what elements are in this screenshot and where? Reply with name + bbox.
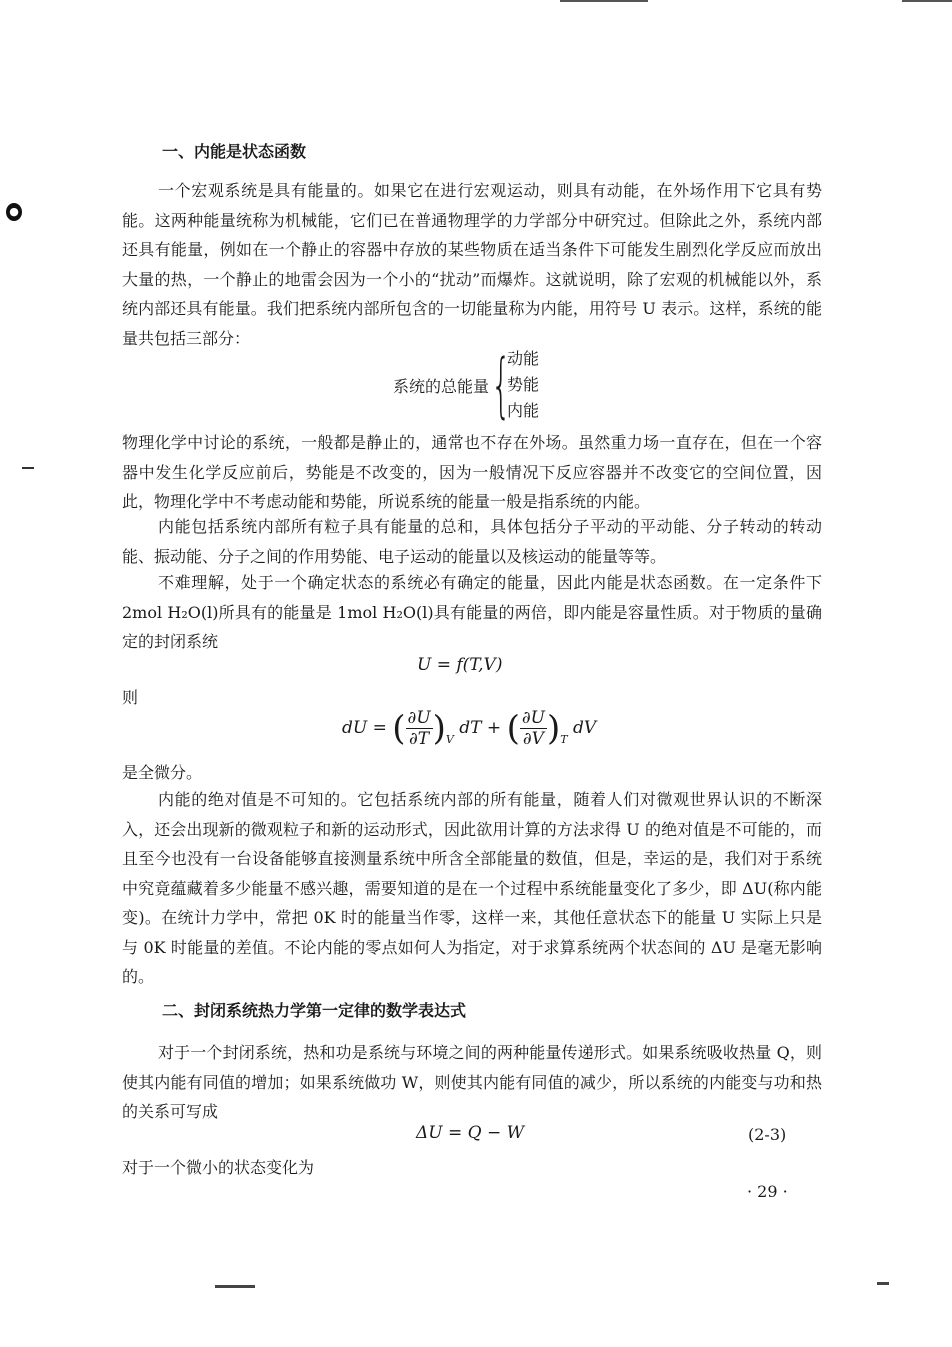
scan-speck-1 (215, 1285, 255, 1288)
margin-dash (22, 467, 34, 469)
scan-speck-2 (877, 1282, 889, 1285)
energy-item-potential: 势能 (507, 375, 540, 394)
energy-breakdown (393, 346, 539, 424)
top-rule-left (560, 0, 648, 2)
paragraph-state-function: 不难理解，处于一个确定状态的系统必有确定的能量，因此内能是状态函数。在一定条件下 2mol H₂O(l)所具有的能量是 1mol H₂O(l)具有能量的两倍，即内能是容量性质。对于物质的量确定的封闭系统 (122, 573, 822, 651)
paragraph-internal-energy-components: 内能包括系统内部所有粒子具有能量的总和，具体包括分子平动的平动能、分子转动的转动能、振动能、分子之间的作用势能、电子运动的能量以及核运动的能量等等。 (122, 517, 822, 566)
equation-u-function: U = f(T,V) (417, 655, 503, 675)
equation-first-law: ΔU = Q − W (416, 1123, 525, 1143)
paragraph-absolute-value: 内能的绝对值是不可知的。它包括系统内部的所有能量，随着人们对微观世界认识的不断深入，还会出现新的微观粒子和新的运动形式，因此欲用计算的方法求得 U 的绝对值是不可能的，而且至今也没有一台设备能够直接测量系统中所含全部能量的数值，但是，幸运的是，我们对于系统中究竟蕴藏着多少能量不感兴趣，需要知道的是在一个过程中系统能量变化了多少，即 ΔU(称内能变)。在统计力学中，常把 0K 时的能量当作零，这样一来，其他任意状态下的能量 U 实际上只是与 0K 时能量的差值。不论内能的零点如何人为指定，对于求算系统两个状态间的 ΔU 是毫无影响的。 (122, 790, 822, 986)
eq-du-lhs: dU = (342, 718, 387, 738)
margin-marker-icon: ● (6, 203, 22, 221)
paragraph-static-systems: 物理化学中讨论的系统，一般都是静止的，通常也不存在外场。虽然重力场一直存在，但在一个容器中发生化学反应前后，势能是不改变的，因为一般情况下反应容器并不改变它的空间位置，因此，物理化学中不考虑动能和势能，所说系统的能量一般是指系统的内能。 (122, 433, 822, 511)
exact-differential-note: 是全微分。 (122, 763, 203, 782)
section-heading-internal-energy: 一、内能是状态函数 (162, 142, 307, 161)
then-label: 则 (122, 688, 139, 707)
energy-item-internal: 内能 (507, 401, 540, 420)
fraction-du-dv: $\frac{\partial U}{\partial V}$ (521, 708, 545, 749)
energy-items (507, 346, 539, 424)
total-energy-label: 系统的总能量 (393, 376, 490, 396)
intro-paragraph: 一个宏观系统是具有能量的。如果它在进行宏观运动，则具有动能，在外场作用下它具有势能。这两种能量统称为机械能，它们已在普通物理学的力学部分中研究过。但除此之外，系统内部还具有能量，例如在一个静止的容器中存放的某些物质在适当条件下可能发生剧烈化学反应而放出大量的热，一个静止的地雷会因为一个小的“扰动”而爆炸。这就说明，除了宏观的机械能以外，系统内部还具有能量。我们把系统内部所包含的一切能量称为内能，用符号 U 表示。这样，系统的能量共包括三部分： (122, 181, 822, 348)
fraction-du-dt: $\frac{\partial U}{\partial T}$ (407, 708, 431, 749)
equation-total-differential: dU = ( $\frac{\partial U}{\partial T}$ )$_V$ dT + ( $\frac{\partial U}{\partial V}$ )$_T$ dV (342, 708, 597, 749)
page-number: · 29 · (747, 1182, 788, 1201)
eq-dv-term: dV (572, 718, 597, 738)
paragraph-heat-work: 对于一个封闭系统，热和功是系统与环境之间的两种能量传递形式。如果系统吸收热量 Q，则使其内能有同值的增加；如果系统做功 W，则使其内能有同值的减少，所以系统的内能变与功和热的关系可写成 (122, 1043, 822, 1121)
equation-number: (2-3) (748, 1125, 787, 1144)
eq-dt-term: dT + (459, 718, 502, 738)
brace-icon: { (491, 344, 512, 426)
energy-item-kinetic: 动能 (507, 349, 540, 368)
top-rule-right (902, 0, 952, 2)
small-change-lead: 对于一个微小的状态变化为 (122, 1158, 315, 1177)
section-heading-first-law: 二、封闭系统热力学第一定律的数学表达式 (162, 1001, 467, 1020)
